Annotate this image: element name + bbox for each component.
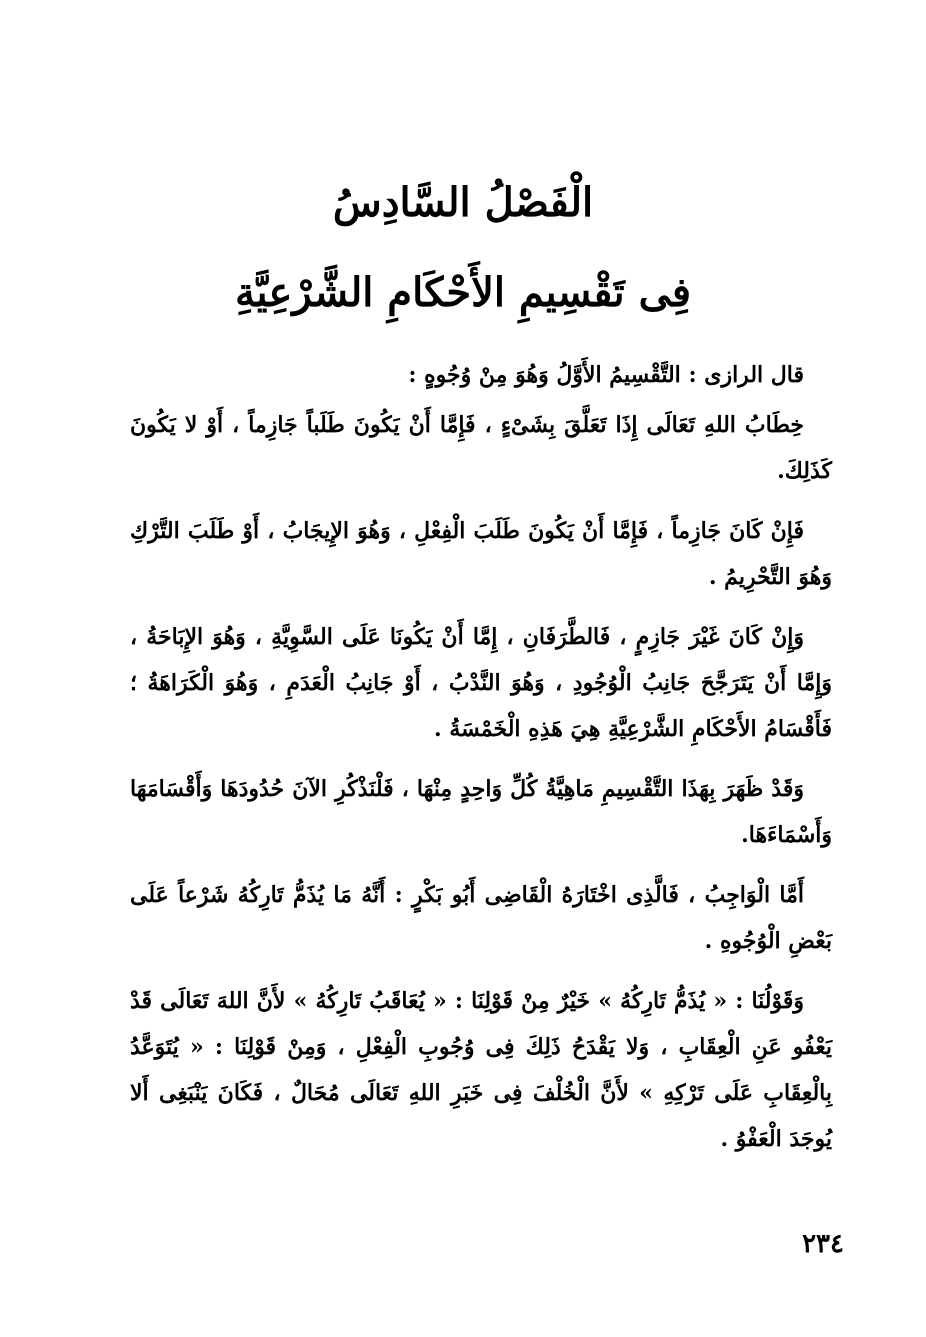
paragraph: وَقَدْ ظَهَرَ بِهَذَا التَّقْسِيمِ مَاهِيَّةُ كُلِّ وَاحِدٍ مِنْهَا ، فَلْنَذْكُرِ الآنَ حُدُودَهَا وَأَقْسَامَهَا وَأَسْمَاءَهَا. xyxy=(130,776,832,848)
intro-line: قال الرازى : التَّقْسِيمُ الأَوَّلُ وَهُوَ مِنْ وُجُوهٍ : xyxy=(408,362,804,388)
body-text xyxy=(130,348,832,1176)
paragraph: وَقَوْلُنَا : « يُذَمُّ تَارِكُهُ » خَيْرٌ مِنْ قَوْلِنَا : « يُعَاقَبُ تَارِكُهُ » لأَنَّ اللهَ تَعَالَى قَدْ يَعْفُو عَنِ الْعِقَابِ ، وَلا يَقْدَحُ ذَلِكَ فِى وُجُوبِ الْفِعْلِ ، وَمِنْ قَوْلِنَا : « يُتَوَعَّدُ بِالْعِقَابِ عَلَى تَرْكِهِ » لأَنَّ الْخُلْفَ فِى خَبَرِ اللهِ تَعَالَى مُحَالٌ ، فَكَانَ يَنْبَغِى أَلا يُوجَدَ الْعَفْوُ . xyxy=(130,988,832,1152)
paragraph: أَمَّا الْوَاجِبُ ، فَالَّذِى اخْتَارَهُ الْقَاضِى أَبُو بَكْرٍ : أَنَّهُ مَا يُذَمُّ تَارِكُهُ شَرْعاً عَلَى بَعْضِ الْوُجُوهِ . xyxy=(130,882,832,954)
chapter-title-heading: فِى تَقْسِيمِ الأَحْكَامِ الشَّرْعِيَّةِ xyxy=(234,269,692,316)
paragraph: خِطَابُ اللهِ تَعَالَى إِذَا تَعَلَّقَ بِشَىْءٍ ، فَإِمَّا أَنْ يَكُونَ طَلَباً جَازِماً ، أَوْ لا يَكُونَ كَذَلِكَ. xyxy=(130,412,832,484)
page-number: ٢٣٤ xyxy=(802,1229,844,1259)
chapter-number-heading: الْفَصْلُ السَّادِسُ xyxy=(332,179,594,226)
paragraph: فَإِنْ كَانَ جَازِماً ، فَإِمَّا أَنْ يَكُونَ طَلَبَ الْفِعْلِ ، وَهُوَ الإِيجَابُ ، أَوْ طَلَبَ التَّرْكِ وَهُوَ التَّحْرِيمُ . xyxy=(130,518,832,590)
paragraph: وَإِنْ كَانَ غَيْرَ جَازِمٍ ، فَالطَّرَفَانِ ، إِمَّا أَنْ يَكُونَا عَلَى السَّوِيَّةِ ، وَهُوَ الإِبَاحَةُ ، وَإِمَّا أَنْ يَتَرَجَّحَ جَانِبُ الْوُجُودِ ، وَهُوَ النَّدْبُ ، أَوْ جَانِبُ الْعَدَمِ ، وَهُوَ الْكَرَاهَةُ ؛ فَأَقْسَامُ الأَحْكَامِ الشَّرْعِيَّةِ هِيَ هَذِهِ الْخَمْسَةُ . xyxy=(130,624,832,742)
